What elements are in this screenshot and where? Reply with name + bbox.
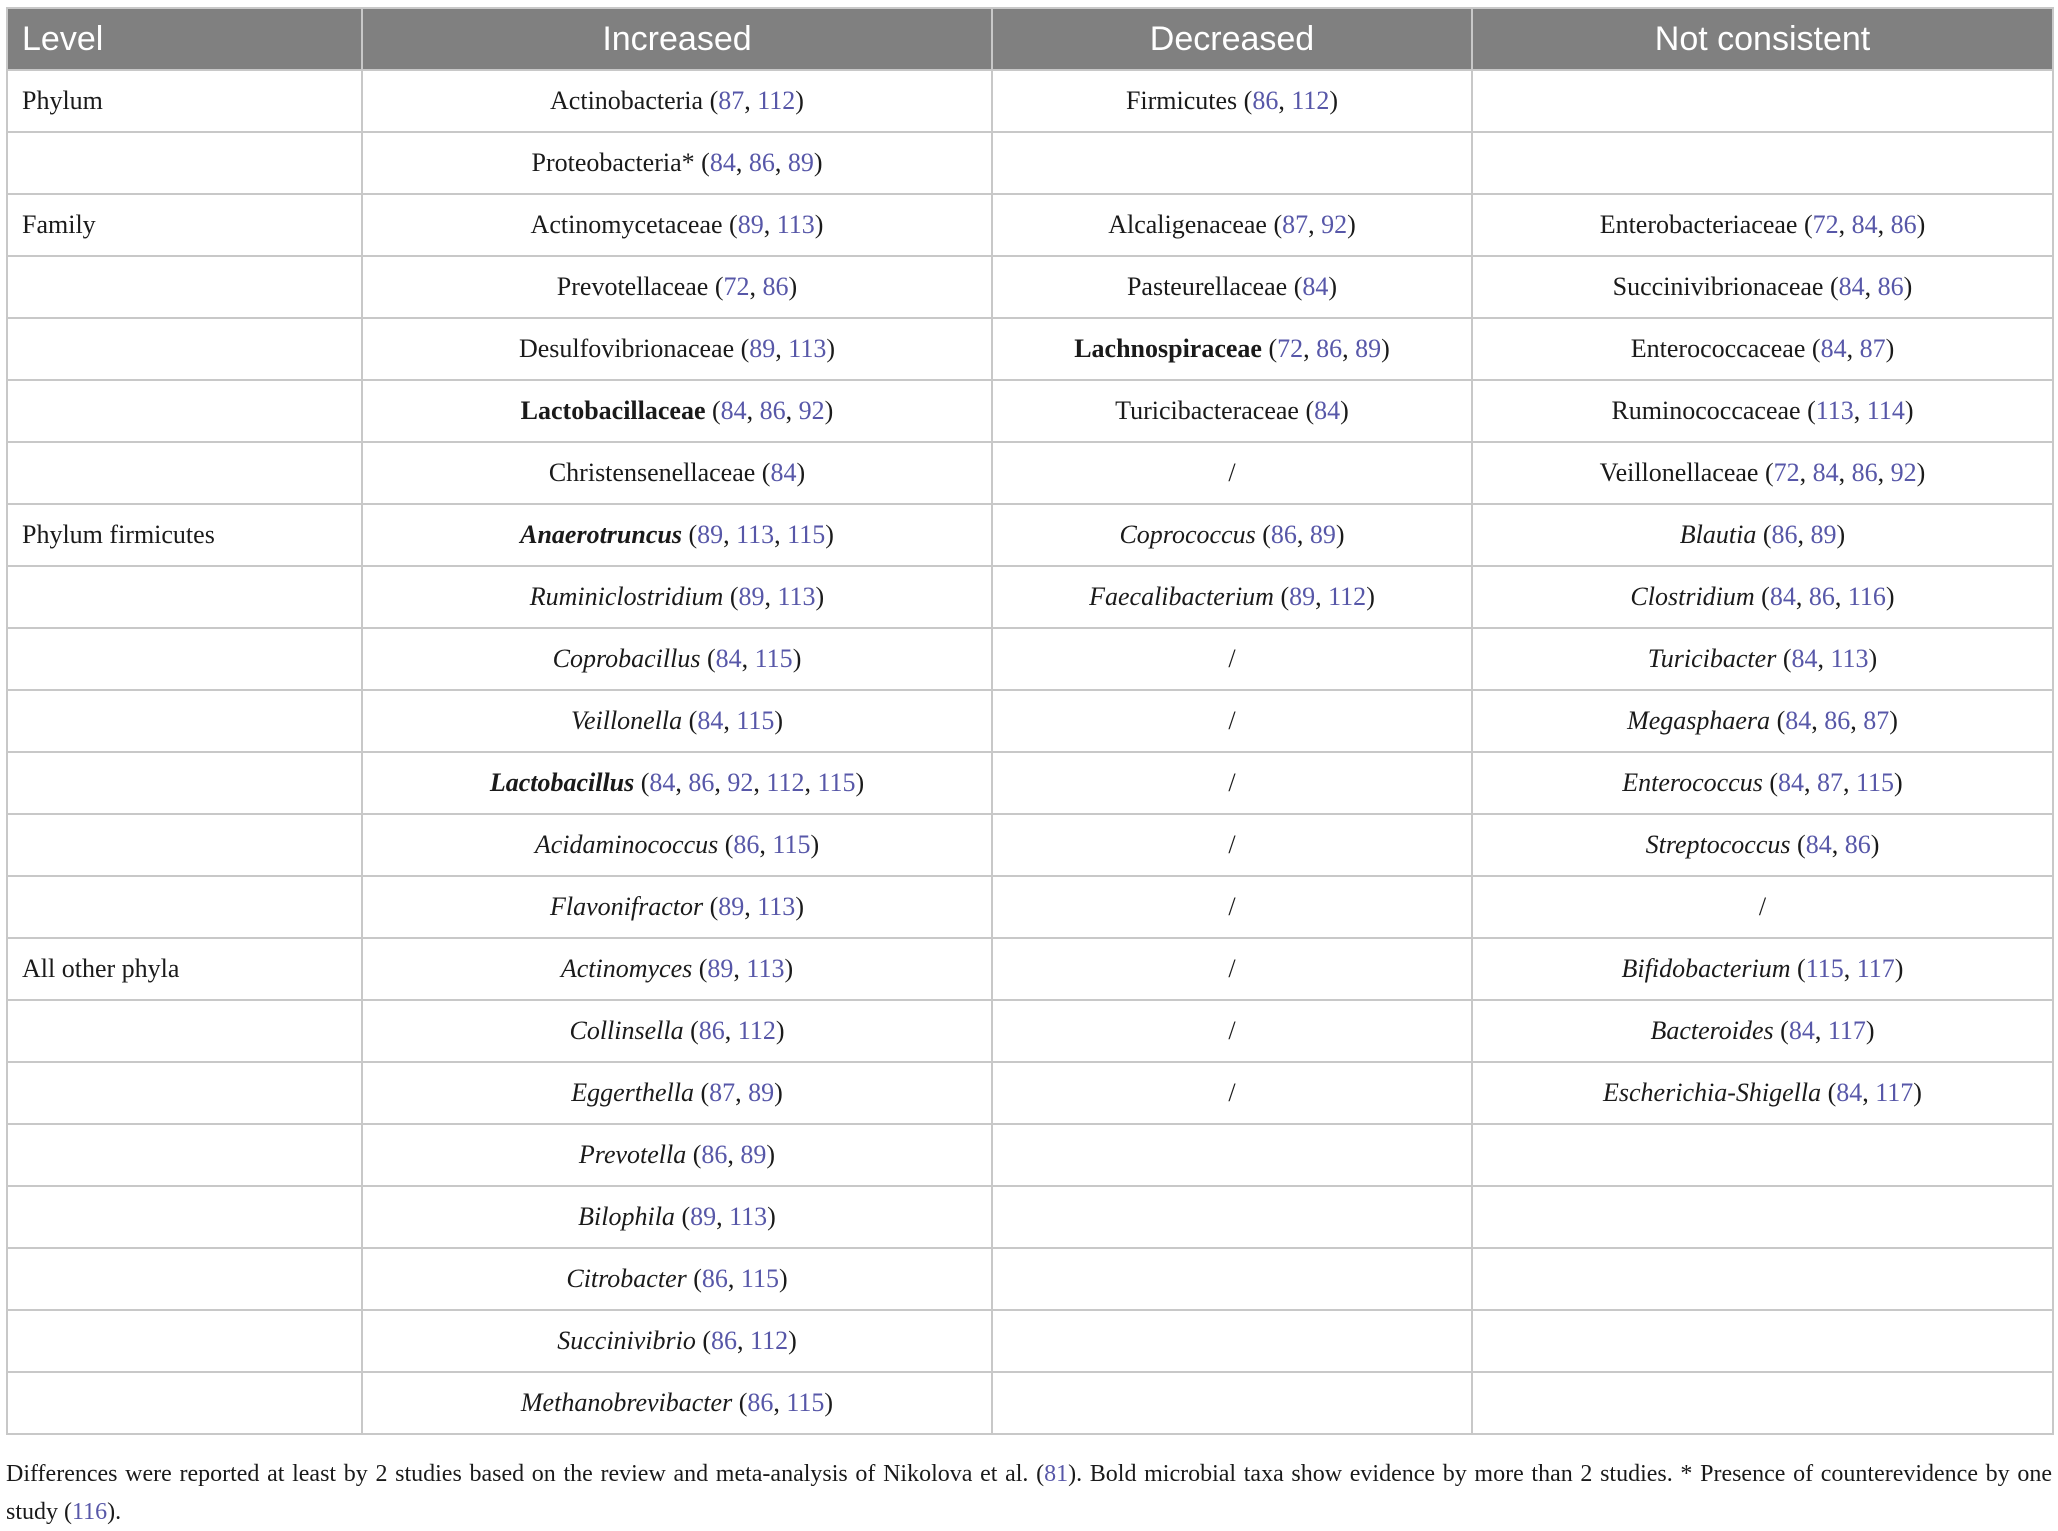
level-cell — [7, 380, 362, 442]
taxon-name: Blautia — [1679, 520, 1757, 549]
reference-link[interactable]: 84 — [1785, 706, 1812, 735]
table-row — [7, 938, 2053, 1000]
taxon-name: Clostridium — [1630, 582, 1755, 611]
reference-link[interactable]: 86 — [733, 830, 760, 859]
decreased-cell: Pasteurellaceae (84) — [992, 256, 1472, 318]
table-row — [7, 1062, 2053, 1124]
reference-link[interactable]: 89 — [787, 148, 814, 177]
taxon-name: Succinivibrio — [557, 1326, 696, 1355]
reference-link[interactable]: 112 — [737, 1016, 776, 1045]
decreased-cell — [992, 1248, 1472, 1310]
header-level: Level — [7, 8, 362, 70]
table-row — [7, 752, 2053, 814]
decreased-cell — [992, 1310, 1472, 1372]
level-cell — [7, 876, 362, 938]
table-row — [7, 380, 2053, 442]
reference-link[interactable]: 113 — [1830, 644, 1869, 673]
reference-link[interactable]: 84 — [1812, 458, 1839, 487]
reference-link[interactable]: 89 — [1355, 334, 1382, 363]
reference-link[interactable]: 89 — [707, 954, 734, 983]
table-row — [7, 1186, 2053, 1248]
reference-link[interactable]: 87 — [709, 1078, 736, 1107]
not-consistent-cell — [1472, 1372, 2053, 1434]
reference-link[interactable]: 84 — [720, 396, 747, 425]
reference-link[interactable]: 113 — [736, 520, 775, 549]
level-cell — [7, 132, 362, 194]
reference-link[interactable]: 86 — [1890, 210, 1917, 239]
reference-link[interactable]: 86 — [701, 1140, 728, 1169]
decreased-cell: Coprococcus (86, 89) — [992, 504, 1472, 566]
reference-link[interactable]: 87 — [718, 86, 745, 115]
header-decreased: Decreased — [992, 8, 1472, 70]
reference-link[interactable]: 84 — [1769, 582, 1796, 611]
reference-link[interactable]: 112 — [766, 768, 805, 797]
taxon-name: Turicibacter — [1647, 644, 1777, 673]
taxon-name: Actinobacteria — [550, 86, 704, 115]
taxon-name: Proteobacteria* — [531, 148, 695, 177]
table-row — [7, 628, 2053, 690]
increased-cell: Eggerthella (87, 89) — [362, 1062, 992, 1124]
reference-link[interactable]: 84 — [709, 148, 736, 177]
not-consistent-cell: Ruminococcaceae (113, 114) — [1472, 380, 2053, 442]
decreased-cell — [992, 814, 1472, 876]
not-consistent-cell: Streptococcus (84, 86) — [1472, 814, 2053, 876]
taxon-name: Veillonella — [570, 706, 683, 735]
reference-link[interactable]: 92 — [1890, 458, 1917, 487]
table-row — [7, 876, 2053, 938]
taxon-name: Coprobacillus — [552, 644, 701, 673]
reference-link[interactable]: 89 — [718, 892, 745, 921]
level-cell: Phylum firmicutes — [7, 504, 362, 566]
table-row — [7, 194, 2053, 256]
level-cell — [7, 1000, 362, 1062]
decreased-cell: Firmicutes (86, 112) — [992, 70, 1472, 132]
not-consistent-cell: Bacteroides (84, 117) — [1472, 1000, 2053, 1062]
not-consistent-cell — [1472, 1186, 2053, 1248]
reference-link[interactable]: 113 — [1815, 396, 1854, 425]
reference-link[interactable]: 86 — [1270, 520, 1297, 549]
table-row — [7, 1248, 2053, 1310]
reference-link[interactable]: 86 — [1771, 520, 1798, 549]
taxon-name: Enterococcus — [1622, 768, 1763, 797]
reference-link[interactable]: 84 — [1302, 272, 1329, 301]
reference-link[interactable]: 113 — [788, 334, 827, 363]
header-row — [7, 8, 2053, 70]
level-cell: Phylum — [7, 70, 362, 132]
reference-link[interactable]: 92 — [798, 396, 825, 425]
table-row — [7, 1124, 2053, 1186]
decreased-cell — [992, 752, 1472, 814]
taxon-name: / — [1228, 1016, 1236, 1045]
level-cell — [7, 1372, 362, 1434]
reference-link[interactable]: 115 — [1805, 954, 1844, 983]
reference-link[interactable]: 114 — [1866, 396, 1905, 425]
not-consistent-cell: Enterobacteriaceae (72, 84, 86) — [1472, 194, 2053, 256]
table-row — [7, 504, 2053, 566]
taxon-name: / — [1228, 644, 1236, 673]
decreased-cell: Turicibacteraceae (84) — [992, 380, 1472, 442]
reference-link[interactable]: 89 — [748, 1078, 775, 1107]
increased-cell: Citrobacter (86, 115) — [362, 1248, 992, 1310]
reference-link[interactable]: 117 — [1856, 954, 1895, 983]
reference-link[interactable]: 87 — [1863, 706, 1890, 735]
taxon-name: Prevotellaceae — [556, 272, 709, 301]
taxon-name: Ruminococcaceae — [1611, 396, 1801, 425]
taxon-name: Ruminiclostridium — [529, 582, 724, 611]
taxon-name: Turicibacteraceae — [1115, 396, 1299, 425]
table-footnote — [6, 1455, 2052, 1531]
not-consistent-cell: Escherichia-Shigella (84, 117) — [1472, 1062, 2053, 1124]
reference-link[interactable]: 115 — [772, 830, 811, 859]
decreased-cell: Alcaligenaceae (87, 92) — [992, 194, 1472, 256]
level-cell — [7, 752, 362, 814]
taxon-name: Streptococcus — [1645, 830, 1791, 859]
reference-link[interactable]: 84 — [1836, 1078, 1863, 1107]
reference-link[interactable]: 92 — [1321, 210, 1348, 239]
not-consistent-cell — [1472, 876, 2053, 938]
reference-link[interactable]: 86 — [1808, 582, 1835, 611]
taxon-name: Bacteroides — [1650, 1016, 1774, 1045]
taxon-name: / — [1228, 830, 1236, 859]
reference-link[interactable]: 72 — [1277, 334, 1304, 363]
increased-cell: Ruminiclostridium (89, 113) — [362, 566, 992, 628]
taxon-name: Faecalibacterium — [1089, 582, 1274, 611]
reference-link[interactable]: 86 — [759, 396, 786, 425]
not-consistent-cell: Enterococcaceae (84, 87) — [1472, 318, 2053, 380]
not-consistent-cell: Bifidobacterium (115, 117) — [1472, 938, 2053, 1000]
reference-link[interactable]: 87 — [1817, 768, 1843, 797]
reference-link[interactable]: 115 — [754, 644, 793, 673]
not-consistent-cell: Enterococcus (84, 87, 115) — [1472, 752, 2053, 814]
reference-link[interactable]: 87 — [1859, 334, 1886, 363]
reference-link[interactable]: 84 — [649, 768, 676, 797]
reference-link[interactable]: 86 — [1844, 830, 1871, 859]
reference-link[interactable]: 87 — [1282, 210, 1309, 239]
taxon-name: Coprococcus — [1119, 520, 1256, 549]
table-row — [7, 70, 2053, 132]
taxon-name: Acidaminococcus — [534, 830, 719, 859]
increased-cell: Prevotellaceae (72, 86) — [362, 256, 992, 318]
reference-link[interactable]: 89 — [1810, 520, 1837, 549]
reference-link[interactable]: 84 — [697, 706, 724, 735]
reference-link[interactable]: 86 — [698, 1016, 725, 1045]
not-consistent-cell: Megasphaera (84, 86, 87) — [1472, 690, 2053, 752]
table-row — [7, 1310, 2053, 1372]
decreased-cell — [992, 1062, 1472, 1124]
not-consistent-cell: Blautia (86, 89) — [1472, 504, 2053, 566]
reference-link[interactable]: 84 — [1314, 396, 1341, 425]
footnote-ref-link[interactable]: 81 — [1044, 1461, 1069, 1487]
taxon-name: Lactobacillaceae — [520, 396, 706, 425]
table-row — [7, 690, 2053, 752]
reference-link[interactable]: 112 — [750, 1326, 789, 1355]
taxon-name: Eggerthella — [571, 1078, 694, 1107]
increased-cell: Desulfovibrionaceae (89, 113) — [362, 318, 992, 380]
reference-link[interactable]: 84 — [1805, 830, 1832, 859]
reference-link[interactable]: 115 — [786, 1388, 825, 1417]
reference-link[interactable]: 89 — [738, 582, 765, 611]
not-consistent-cell: Clostridium (84, 86, 116) — [1472, 566, 2053, 628]
reference-link[interactable]: 89 — [740, 1140, 767, 1169]
taxon-name: Alcaligenaceae — [1108, 210, 1267, 239]
table-row — [7, 132, 2053, 194]
decreased-cell — [992, 132, 1472, 194]
table-row — [7, 566, 2053, 628]
table-row — [7, 1372, 2053, 1434]
reference-link[interactable]: 115 — [817, 768, 856, 797]
footnote-text-1: Differences were reported at least by 2 studies based on the review and meta-analysis of Nikolova et al. ( — [6, 1461, 1045, 1487]
footnote-ref-link[interactable]: 116 — [72, 1499, 108, 1525]
level-cell — [7, 318, 362, 380]
reference-link[interactable]: 86 — [762, 272, 789, 301]
reference-link[interactable]: 115 — [1856, 768, 1895, 797]
decreased-cell — [992, 1124, 1472, 1186]
table-row — [7, 256, 2053, 318]
reference-link[interactable]: 86 — [1851, 458, 1878, 487]
reference-link[interactable]: 86 — [1877, 272, 1904, 301]
decreased-cell — [992, 628, 1472, 690]
decreased-cell — [992, 1186, 1472, 1248]
reference-link[interactable]: 89 — [749, 334, 776, 363]
level-cell — [7, 1062, 362, 1124]
reference-link[interactable]: 117 — [1827, 1016, 1866, 1045]
reference-link[interactable]: 89 — [1289, 582, 1316, 611]
taxon-name: Actinomycetaceae — [530, 210, 723, 239]
taxon-name: / — [1758, 892, 1767, 921]
taxon-name: / — [1228, 768, 1236, 797]
taxon-name: / — [1228, 1078, 1236, 1107]
level-cell — [7, 690, 362, 752]
reference-link[interactable]: 115 — [787, 520, 826, 549]
header-not-consistent: Not consistent — [1472, 8, 2053, 70]
reference-link[interactable]: 113 — [729, 1202, 768, 1231]
decreased-cell — [992, 938, 1472, 1000]
increased-cell: Lactobacillaceae (84, 86, 92) — [362, 380, 992, 442]
level-cell — [7, 442, 362, 504]
taxon-name: Bilophila — [578, 1202, 675, 1231]
reference-link[interactable]: 84 — [1851, 210, 1878, 239]
taxon-name: Citrobacter — [566, 1264, 687, 1293]
reference-link[interactable]: 72 — [723, 272, 750, 301]
reference-link[interactable]: 89 — [737, 210, 764, 239]
footnote-text-2: ). Bold microbial taxa show evidence by more than 2 studies. * Presence of counterevidence by one study ( — [6, 1461, 2052, 1525]
taxon-name: Enterococcaceae — [1630, 334, 1806, 363]
reference-link[interactable]: 86 — [711, 1326, 738, 1355]
taxon-name: Bifidobacterium — [1621, 954, 1791, 983]
taxon-name: Collinsella — [569, 1016, 684, 1045]
level-cell — [7, 1186, 362, 1248]
taxon-name: / — [1228, 892, 1236, 921]
increased-cell: Acidaminococcus (86, 115) — [362, 814, 992, 876]
not-consistent-cell: Veillonellaceae (72, 84, 86, 92) — [1472, 442, 2053, 504]
reference-link[interactable]: 86 — [688, 768, 715, 797]
reference-link[interactable]: 112 — [757, 86, 796, 115]
decreased-cell — [992, 690, 1472, 752]
not-consistent-cell — [1472, 1248, 2053, 1310]
taxon-name: Lachnospiraceae — [1074, 334, 1262, 363]
taxon-name: Enterobacteriaceae — [1599, 210, 1798, 239]
decreased-cell — [992, 1372, 1472, 1434]
reference-link[interactable]: 113 — [777, 582, 816, 611]
reference-link[interactable]: 89 — [1309, 520, 1336, 549]
reference-link[interactable]: 113 — [757, 892, 796, 921]
taxon-name: Lactobacillus — [489, 768, 635, 797]
reference-link[interactable]: 113 — [746, 954, 785, 983]
level-cell — [7, 1310, 362, 1372]
increased-cell: Collinsella (86, 112) — [362, 1000, 992, 1062]
increased-cell: Actinobacteria (87, 112) — [362, 70, 992, 132]
taxon-name: Megasphaera — [1627, 706, 1771, 735]
taxon-name: Methanobrevibacter — [520, 1388, 733, 1417]
taxon-name: Veillonellaceae — [1599, 458, 1759, 487]
table-row — [7, 814, 2053, 876]
increased-cell: Flavonifractor (89, 113) — [362, 876, 992, 938]
decreased-cell: Lachnospiraceae (72, 86, 89) — [992, 318, 1472, 380]
increased-cell: Veillonella (84, 115) — [362, 690, 992, 752]
taxon-name: Pasteurellaceae — [1126, 272, 1288, 301]
reference-link[interactable]: 113 — [776, 210, 815, 239]
reference-link[interactable]: 115 — [736, 706, 775, 735]
taxon-name: Christensenellaceae — [548, 458, 756, 487]
decreased-cell — [992, 876, 1472, 938]
level-cell — [7, 256, 362, 318]
taxon-name: Desulfovibrionaceae — [518, 334, 735, 363]
not-consistent-cell: Succinivibrionaceae (84, 86) — [1472, 256, 2053, 318]
level-cell — [7, 1248, 362, 1310]
footnote-text-3: ). — [107, 1499, 122, 1525]
reference-link[interactable]: 116 — [1847, 582, 1886, 611]
taxon-name: Actinomyces — [560, 954, 693, 983]
increased-cell: Anaerotruncus (89, 113, 115) — [362, 504, 992, 566]
decreased-cell: Faecalibacterium (89, 112) — [992, 566, 1472, 628]
microbial-taxa-table — [6, 7, 2054, 1435]
not-consistent-cell — [1472, 1124, 2053, 1186]
increased-cell: Succinivibrio (86, 112) — [362, 1310, 992, 1372]
level-cell: Family — [7, 194, 362, 256]
taxon-name: Escherichia-Shigella — [1603, 1078, 1822, 1107]
taxon-name: Anaerotruncus — [520, 520, 682, 549]
taxon-name: / — [1228, 458, 1236, 487]
level-cell — [7, 566, 362, 628]
increased-cell: Coprobacillus (84, 115) — [362, 628, 992, 690]
increased-cell: Methanobrevibacter (86, 115) — [362, 1372, 992, 1434]
reference-link[interactable]: 89 — [697, 520, 724, 549]
not-consistent-cell: Turicibacter (84, 113) — [1472, 628, 2053, 690]
increased-cell: Prevotella (86, 89) — [362, 1124, 992, 1186]
reference-link[interactable]: 89 — [690, 1202, 717, 1231]
reference-link[interactable]: 86 — [1824, 706, 1851, 735]
taxon-name: / — [1228, 954, 1236, 983]
reference-link[interactable]: 72 — [1773, 458, 1800, 487]
table-container — [6, 7, 2052, 1435]
reference-link[interactable]: 115 — [740, 1264, 779, 1293]
increased-cell: Lactobacillus (84, 86, 92, 112, 115) — [362, 752, 992, 814]
reference-link[interactable]: 84 — [770, 458, 797, 487]
reference-link[interactable]: 84 — [1778, 768, 1804, 797]
reference-link[interactable]: 72 — [1812, 210, 1839, 239]
level-cell — [7, 628, 362, 690]
reference-link[interactable]: 84 — [1838, 272, 1865, 301]
level-cell — [7, 814, 362, 876]
increased-cell: Actinomyces (89, 113) — [362, 938, 992, 1000]
reference-link[interactable]: 86 — [748, 148, 775, 177]
not-consistent-cell — [1472, 1310, 2053, 1372]
reference-link[interactable]: 92 — [727, 768, 754, 797]
decreased-cell — [992, 442, 1472, 504]
table-row — [7, 442, 2053, 504]
table-row — [7, 1000, 2053, 1062]
reference-link[interactable]: 112 — [1328, 582, 1367, 611]
reference-link[interactable]: 84 — [715, 644, 742, 673]
taxon-name: Succinivibrionaceae — [1612, 272, 1824, 301]
increased-cell: Actinomycetaceae (89, 113) — [362, 194, 992, 256]
table-row — [7, 318, 2053, 380]
not-consistent-cell — [1472, 132, 2053, 194]
taxon-name: Prevotella — [578, 1140, 687, 1169]
taxon-name: Flavonifractor — [550, 892, 704, 921]
reference-link[interactable]: 86 — [1316, 334, 1343, 363]
level-cell — [7, 1124, 362, 1186]
level-cell: All other phyla — [7, 938, 362, 1000]
reference-link[interactable]: 86 — [747, 1388, 774, 1417]
reference-link[interactable]: 86 — [701, 1264, 728, 1293]
reference-link[interactable]: 84 — [1820, 334, 1847, 363]
taxon-name: Firmicutes — [1125, 86, 1238, 115]
increased-cell: Christensenellaceae (84) — [362, 442, 992, 504]
increased-cell: Bilophila (89, 113) — [362, 1186, 992, 1248]
taxon-name: / — [1228, 706, 1236, 735]
reference-link[interactable]: 112 — [1291, 86, 1330, 115]
not-consistent-cell — [1472, 70, 2053, 132]
decreased-cell — [992, 1000, 1472, 1062]
reference-link[interactable]: 84 — [1788, 1016, 1815, 1045]
reference-link[interactable]: 86 — [1252, 86, 1279, 115]
reference-link[interactable]: 84 — [1791, 644, 1818, 673]
increased-cell: Proteobacteria* (84, 86, 89) — [362, 132, 992, 194]
reference-link[interactable]: 117 — [1875, 1078, 1914, 1107]
header-increased: Increased — [362, 8, 992, 70]
